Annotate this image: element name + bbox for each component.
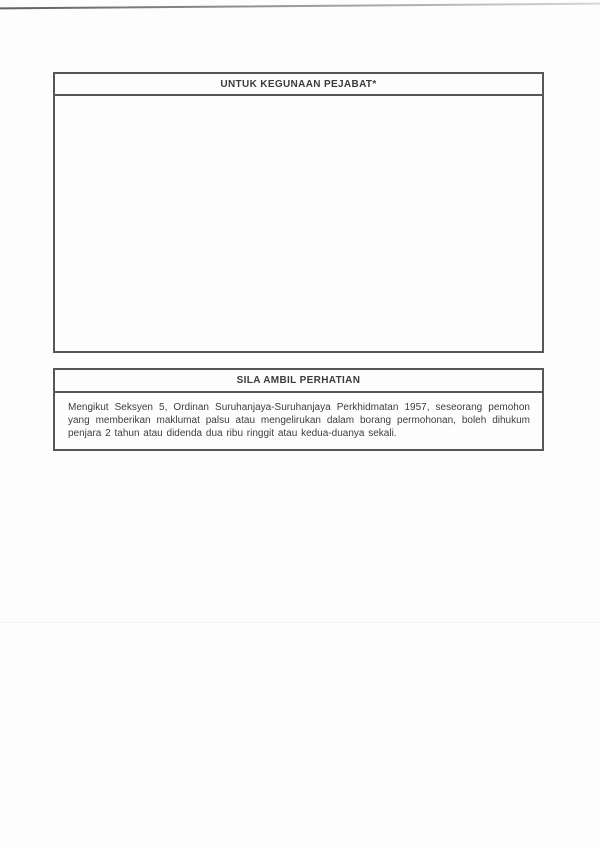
- office-use-header: UNTUK KEGUNAAN PEJABAT*: [55, 74, 542, 96]
- notice-header: SILA AMBIL PERHATIAN: [55, 370, 542, 393]
- office-use-blank-area: [55, 96, 542, 351]
- notice-box: [53, 368, 544, 451]
- notice-body-text: Mengikut Seksyen 5, Ordinan Suruhanjaya-Suruhanjaya Perkhidmatan 1957, seseorang pemohon yang memberikan maklumat palsu atau mengelirukan dalam borang permohonan, boleh dihukum penjara 2 tahun atau didenda dua ribu ringgit atau kedua-duanya sekali.: [68, 402, 530, 439]
- scan-edge-artifact: [0, 3, 600, 10]
- office-use-box: [53, 72, 544, 353]
- fold-line-artifact: [0, 622, 600, 623]
